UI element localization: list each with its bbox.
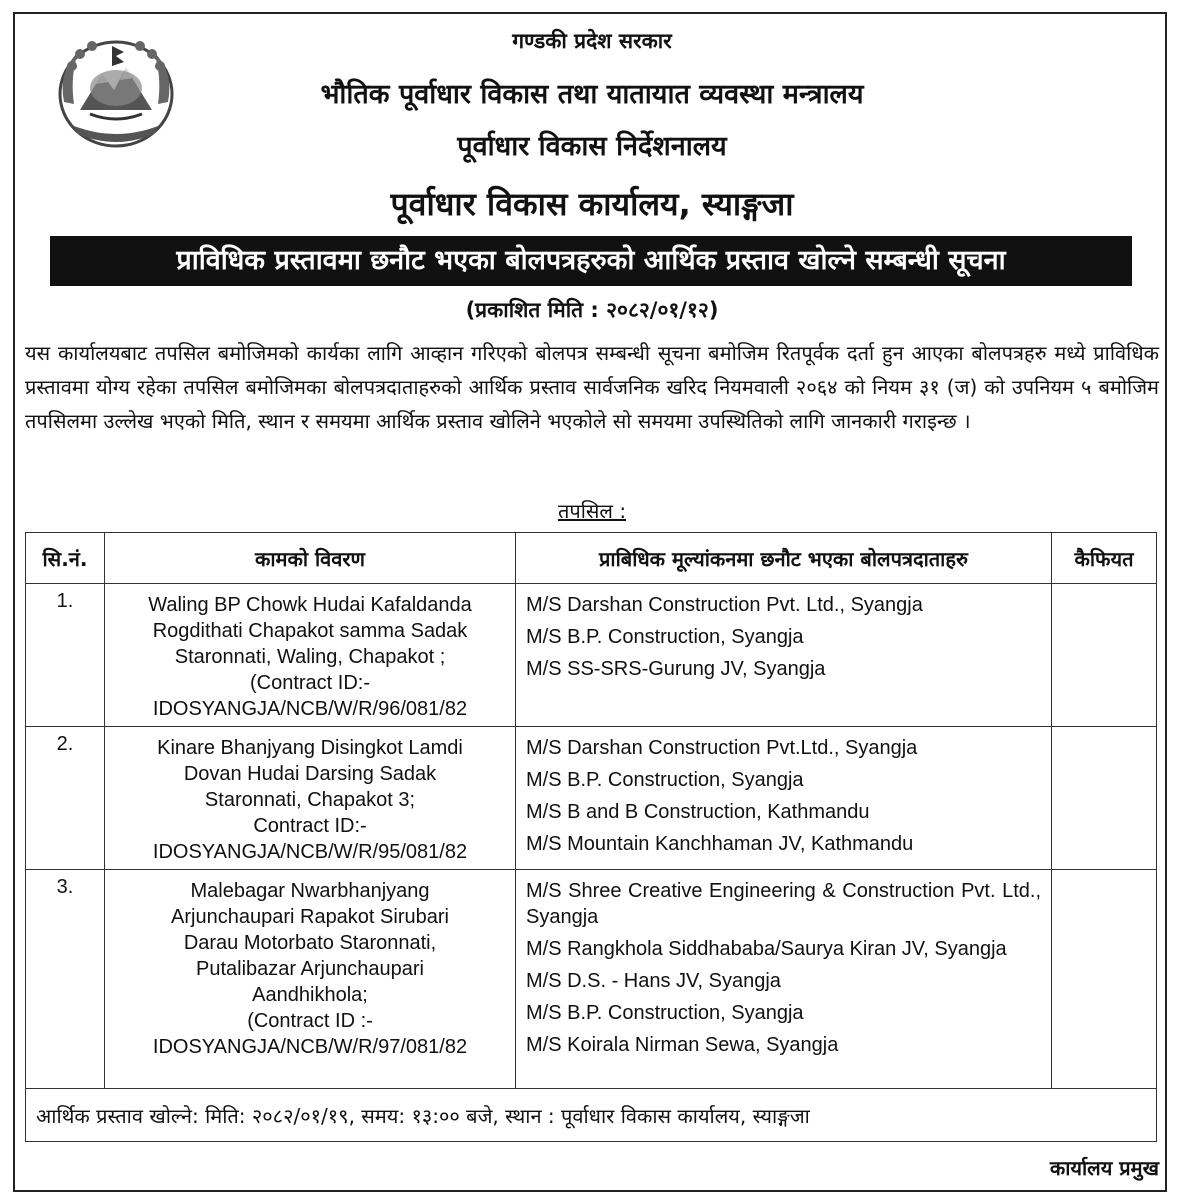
header-remarks: कैफियत — [1052, 533, 1157, 584]
row-remarks — [1052, 584, 1157, 727]
description-line: Staronnati, Chapakot 3; — [204, 789, 416, 811]
schedule-heading — [0, 497, 1184, 524]
bidder-item: M/S Darshan Construction Pvt.Ltd., Syangja — [526, 737, 918, 759]
description-line: Aandhikhola; — [252, 984, 368, 1006]
description-line: IDOSYANGJA/NCB/W/R/96/081/82 — [152, 698, 468, 720]
description-line: Rogdithati Chapakot samma Sadak — [152, 620, 468, 642]
header-selected-bidders: प्राबिधिक मूल्यांकनमा छनौट भएका बोलपत्रदाताहरु — [516, 533, 1052, 584]
row-remarks — [1052, 727, 1157, 870]
published-date: (प्रकाशित मिति : २०८२/०१/१२) — [465, 298, 719, 322]
ministry-name: भौतिक पूर्वाधार विकास तथा यातायात व्यवस्था मन्त्रालय — [320, 79, 864, 110]
bidder-list — [516, 870, 1052, 1089]
office-chief-signature: कार्यालय प्रमुख — [1049, 1156, 1159, 1180]
table-footer-row — [26, 1089, 1157, 1142]
description-line: Putalibazar Arjunchaupari — [196, 958, 424, 980]
row-serial: 1. — [26, 584, 105, 727]
description-line: IDOSYANGJA/NCB/W/R/95/081/82 — [152, 841, 468, 863]
description-line: Darau Motorbato Staronnati, — [183, 932, 437, 954]
bidder-item: M/S Rangkhola Siddhababa/Saurya Kiran JV, Syangja — [526, 938, 1007, 960]
bidder-item: M/S SS-SRS-Gurung JV, Syangja — [526, 658, 826, 680]
bidder-item: M/S D.S. - Hans JV, Syangja — [526, 970, 781, 992]
row-serial: 3. — [26, 870, 105, 1089]
office-name: पूर्वाधार विकास कार्यालय, स्याङ्गजा — [390, 185, 794, 223]
description-line: (Contract ID :- — [247, 1010, 373, 1032]
schedule-label: तपसिल : — [557, 499, 627, 523]
notice-title: प्राविधिक प्रस्तावमा छनौट भएका बोलपत्रहरुको आर्थिक प्रस्ताव खोल्ने सम्बन्धी सूचना — [50, 236, 1132, 286]
header-work-description: कामको विवरण — [105, 533, 516, 584]
description-line: (Contract ID:- — [249, 672, 371, 694]
work-description — [105, 727, 516, 870]
bidder-list — [516, 584, 1052, 727]
bidder-item: M/S Koirala Nirman Sewa, Syangja — [526, 1034, 839, 1056]
description-line: Contract ID:- — [253, 815, 367, 837]
bidder-item: M/S B.P. Construction, Syangja — [526, 769, 804, 791]
description-line: Staronnati, Waling, Chapakot ; — [174, 646, 446, 668]
description-line: IDOSYANGJA/NCB/W/R/97/081/82 — [152, 1036, 468, 1058]
bidder-item: M/S Shree Creative Engineering & Construction Pvt. Ltd., Syangja — [526, 880, 1041, 928]
table-row — [26, 727, 1157, 870]
description-line: Kinare Bhanjyang Disingkot Lamdi — [157, 737, 463, 759]
government-name: गण्डकी प्रदेश सरकार — [512, 29, 672, 53]
description-line: Dovan Hudai Darsing Sadak — [183, 763, 437, 785]
table-row — [26, 584, 1157, 727]
work-description — [105, 584, 516, 727]
description-line: Arjunchaupari Rapakot Sirubari — [171, 906, 449, 928]
bidder-item: M/S B.P. Construction, Syangja — [526, 1002, 804, 1024]
row-remarks — [1052, 870, 1157, 1089]
bidder-item: M/S B and B Construction, Kathmandu — [526, 801, 870, 823]
directorate-name: पूर्वाधार विकास निर्देशनालय — [457, 131, 727, 162]
bidder-item: M/S Mountain Kanchhaman JV, Kathmandu — [526, 833, 914, 855]
opening-schedule: आर्थिक प्रस्ताव खोल्ने: मिति: २०८२/०१/१९, समय: १३:०० बजे, स्थान : पूर्वाधार विकास कार्यालय, स्याङ्गजा — [26, 1089, 1157, 1142]
bidder-item: M/S B.P. Construction, Syangja — [526, 626, 804, 648]
bidders-table — [25, 532, 1157, 1142]
header-serial: सि.नं. — [26, 533, 105, 584]
bidder-list — [516, 727, 1052, 870]
notice-body: यस कार्यालयबाट तपसिल बमोजिमको कार्यका लागि आव्हान गरिएको बोलपत्र सम्बन्धी सूचना बमोजिम रितपूर्वक दर्ता हुन आएका बोलपत्रहरु मध्ये प्राविधिक प्रस्तावमा योग्य रहेका तपसिल बमोजिमका बोलपत्रदाताहरुको आर्थिक प्रस्ताव सार्वजनिक खरिद नियमवाली २०६४ को नियम ३१ (ज) को उपनियम ५ बमोजिम तपसिलमा उल्लेख भएको मिति, स्थान र समयमा आर्थिक प्रस्ताव खोलिने भएकोले सो समयमा उपस्थितिको लागि जानकारी गराइन्छ । — [25, 341, 1159, 433]
table-header-row — [26, 533, 1157, 584]
description-line: Malebagar Nwarbhanjyang — [190, 880, 430, 902]
table-row — [26, 870, 1157, 1089]
description-line: Waling BP Chowk Hudai Kafaldanda — [148, 594, 472, 616]
work-description — [105, 870, 516, 1089]
row-serial: 2. — [26, 727, 105, 870]
bidder-item: M/S Darshan Construction Pvt. Ltd., Syangja — [526, 594, 923, 616]
